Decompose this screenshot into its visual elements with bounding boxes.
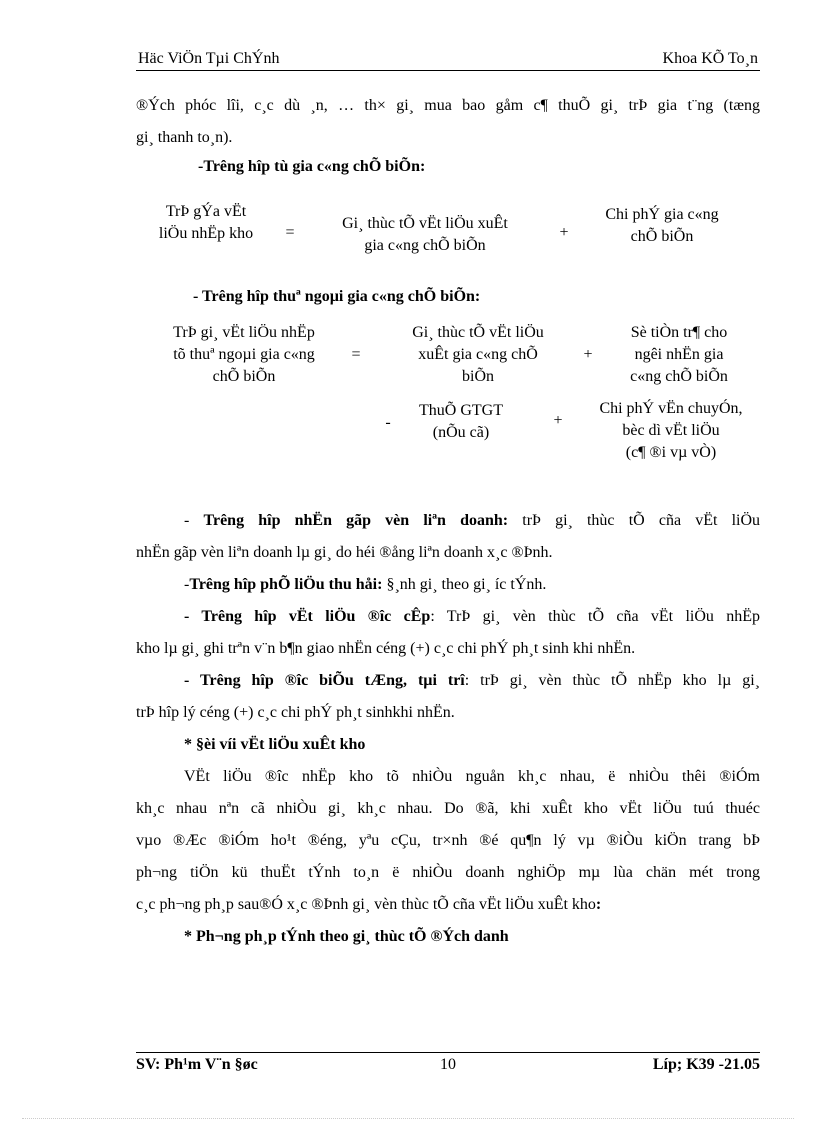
f1-plus: + [559,224,569,241]
header-institution: Häc ViÖn Tµi ChÝnh [138,50,280,67]
f2-term3: ThuÕ GTGT (nÕu cã) [419,402,503,441]
f2-plus-1: + [583,346,593,363]
footer-class: Líp; K39 -21.05 [652,1056,760,1073]
intro-line-1: ®Ých phóc lîi, c¸c dù ¸n, … th× gi¸ mua bao gåm c¶ thuÕ gi¸ trÞ gia t¨ng (tæng [136,97,760,114]
page-footer [136,1052,760,1080]
heading-tu-gia-cong: -Trêng hîp tù gia c«ng chÕ biÕn: [198,158,426,175]
footer-student: SV: Ph¹m V¨n §øc [136,1056,258,1073]
header-department: Khoa KÕ To¸n [662,50,758,67]
para-xuat-kho-line-1: VËt liÖu ®îc nhËp kho tõ nhiÒu nguån kh¸c nhau, ë nhiÒu thêi ®iÓm [184,768,760,785]
heading-gia-dich-danh: * Ph¬ng ph¸p tÝnh theo gi¸ thùc tÕ ®Ých danh [184,928,509,945]
para-xuat-kho-line-4: ph¬ng tiÖn kü thuËt tÝnh to¸n ë nhiÒu doanh nghiÖp mµ lùa chän mét trong [136,864,760,881]
para-duoc-cap-line-2: kho lµ gi¸ ghi trªn v¨n b¶n giao nhËn céng (+) c¸c chi phÝ ph¸t sinh khi nhËn. [136,640,636,657]
para-lien-doanh-line-1: - Trêng hîp nhËn gãp vèn liªn doanh: trÞ gi¸ thùc tÕ cña vËt liÖu [184,512,761,529]
intro-line-2: gi¸ thanh to¸n). [136,129,233,146]
para-duoc-cap-line-1: - Trêng hîp vËt liÖu ®îc cÊp: TrÞ gi¸ vèn thùc tÕ cña vËt liÖu nhËp [184,608,761,625]
f2-plus-2: + [553,412,563,429]
para-xuat-kho-line-3: vµo ®Æc ®iÓm ho¹t ®éng, yªu cÇu, tr×nh ®é qu¶n lý vµ ®iÒu kiÖn trang bÞ [136,832,760,849]
para-xuat-kho-line-5: c¸c ph¬ng ph¸p sau®Ó x¸c ®Þnh gi¸ vèn thùc tÕ cña vËt liÖu xuÊt kho: [136,896,602,913]
f2-term1: Gi¸ thùc tÕ vËt liÖu xuÊt gia c«ng chÕ biÕn [412,324,544,382]
page-number: 10 [440,1056,456,1073]
main-paragraphs [136,505,760,953]
page-bottom-divider [22,1118,794,1119]
intro-paragraph [136,90,760,154]
para-lien-doanh-line-2: nhËn gãp vèn liªn doanh lµ gi¸ do héi ®ång liªn doanh x¸c ®Þnh. [136,544,553,561]
page-header [136,50,760,71]
f2-minus: - [385,414,391,431]
f2-equals: = [351,346,361,363]
para-xuat-kho-line-2: kh¸c nhau nªn cã nhiÒu gi¸ kh¸c nhau. Do ®ã, khi xuÊt kho vËt liÖu tuú thuéc [136,800,760,817]
f2-lhs: TrÞ gi¸ vËt liÖu nhËp tõ thuª ngoµi gia c«ng chÕ biÕn [173,324,315,385]
heading-thue-ngoai: - Trêng hîp thuª ngoµi gia c«ng chÕ biÕn: [193,288,481,305]
f1-term1: Gi¸ thùc tÕ vËt liÖu xuÊt gia c«ng chÕ biÕn [342,215,508,254]
heading-vat-lieu-xuat-kho: * §èi víi vËt liÖu xuÊt kho [184,736,366,753]
f1-equals: = [285,224,295,241]
f1-lhs: TrÞ gÝa vËt liÖu nhËp kho [158,203,254,242]
para-phe-lieu: -Trêng hîp phÕ liÖu thu håi: §¸nh gi¸ theo gi¸ íc tÝnh. [184,576,547,593]
f2-term2: Sè tiÒn tr¶ cho ngêi nhËn gia c«ng chÕ biÕn [630,324,728,385]
f2-term4: Chi phÝ vËn chuyÓn, bèc dì vËt liÖu (c¶ ®i vµ vÒ) [599,400,743,461]
f1-term2: Chi phÝ gia c«ng chÕ biÕn [605,206,719,245]
para-bieu-tang-line-2: trÞ hîp lý céng (+) c¸c chi phÝ ph¸t sinhkhi nhËn. [136,704,455,721]
para-bieu-tang-line-1: - Trêng hîp ®îc biÕu tÆng, tµi trî: trÞ gi¸ vèn thùc tÕ nhËp kho lµ gi¸ [184,672,761,689]
